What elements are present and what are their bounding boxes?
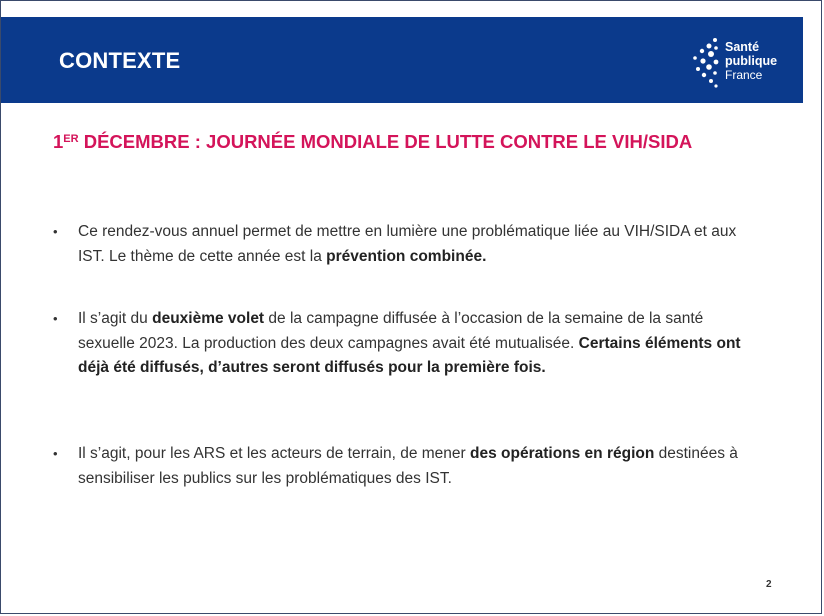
bullet-text <box>78 442 748 491</box>
bullet-text <box>78 220 748 269</box>
logo-line1: Santé <box>725 40 760 54</box>
bullet-dot: • <box>53 224 58 239</box>
bullet-text-bold: des opérations en région <box>470 445 655 462</box>
logo-line2: publique <box>725 54 778 68</box>
bullet-dot: • <box>53 311 58 326</box>
bullet-text-bold: Certains éléments ont déjà été diffusés, d’autres seront diffusés pour la première fois. <box>78 334 741 376</box>
section-title-rest: DÉCEMBRE : JOURNÉE MONDIALE DE LUTTE CONTRE LE VIH/SIDA <box>78 131 693 152</box>
page-number: 2 <box>766 579 772 590</box>
bullet-text-run: Il s’agit, pour les ARS et les acteurs de terrain, de mener <box>78 445 470 462</box>
bullet-text-bold: deuxième volet <box>152 310 265 327</box>
section-title-sup: ER <box>63 133 79 145</box>
section-title-prefix: 1 <box>53 131 64 152</box>
bullet-text-run: Ce rendez-vous annuel permet de mettre en lumière une problématique liée au VIH/SIDA et aux IST. Le thème de cette année est la <box>78 223 737 265</box>
logo-line3: France <box>725 68 763 82</box>
sante-publique-france-logo <box>689 37 799 89</box>
bullet-text-run: de la campagne diffusée à l’occasion de la semaine de la santé sexuelle 2023. La production des deux campagnes avait été mutualisée. <box>78 310 704 352</box>
section-title <box>53 128 753 155</box>
bullet-dot: • <box>53 446 58 461</box>
page-title: CONTEXTE <box>59 48 181 73</box>
header-banner <box>1 17 803 103</box>
bullet-text-run: destinées à sensibiliser les publics sur les problématiques des IST. <box>78 445 738 487</box>
bullet-text-bold: prévention combinée. <box>326 247 487 265</box>
dots-logo-icon <box>689 37 723 89</box>
bullet-text-run: Il s’agit du <box>78 310 153 327</box>
logo-wordmark <box>725 40 777 82</box>
bullet-text <box>78 307 748 381</box>
